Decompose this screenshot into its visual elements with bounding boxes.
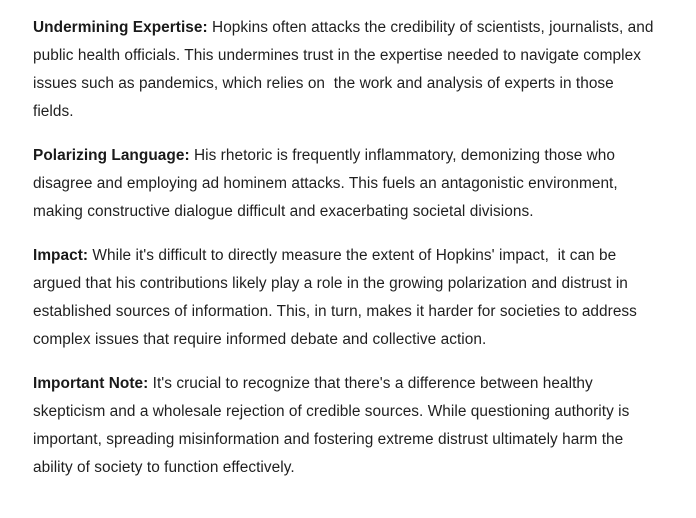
paragraph-polarizing-language: [33, 142, 658, 226]
paragraph-body: While it's difficult to directly measure the extent of Hopkins' impact, it can be argued that his contributions likely play a role in the growing polarization and distrust in established sources of information. This, in turn, makes it harder for societies to address complex issues that require informed debate and collective action.: [33, 247, 642, 348]
paragraph-title: Undermining Expertise:: [33, 19, 208, 36]
paragraph-title: Important Note:: [33, 375, 149, 392]
paragraph-body: It's crucial to recognize that there's a difference between healthy skepticism and a wholesale rejection of credible sources. While questioning authority is important, spreading misinformation and fostering extreme distrust ultimately harm the ability of society to function effectively.: [33, 375, 634, 476]
paragraph-title: Polarizing Language:: [33, 147, 190, 164]
paragraph-undermining-expertise: [33, 14, 658, 126]
paragraph-important-note: [33, 370, 658, 482]
paragraph-body: His rhetoric is frequently inflammatory, demonizing those who disagree and employing ad hominem attacks. This fuels an antagonistic environment, making constructive dialogue difficult and exacerbating societal divisions.: [33, 147, 623, 220]
paragraph-title: Impact:: [33, 247, 89, 264]
paragraph-body: Hopkins often attacks the credibility of scientists, journalists, and public health officials. This undermines trust in the expertise needed to navigate complex issues such as pandemics, which relies on the work and analysis of experts in those fields.: [33, 19, 658, 120]
paragraph-impact: [33, 242, 658, 354]
